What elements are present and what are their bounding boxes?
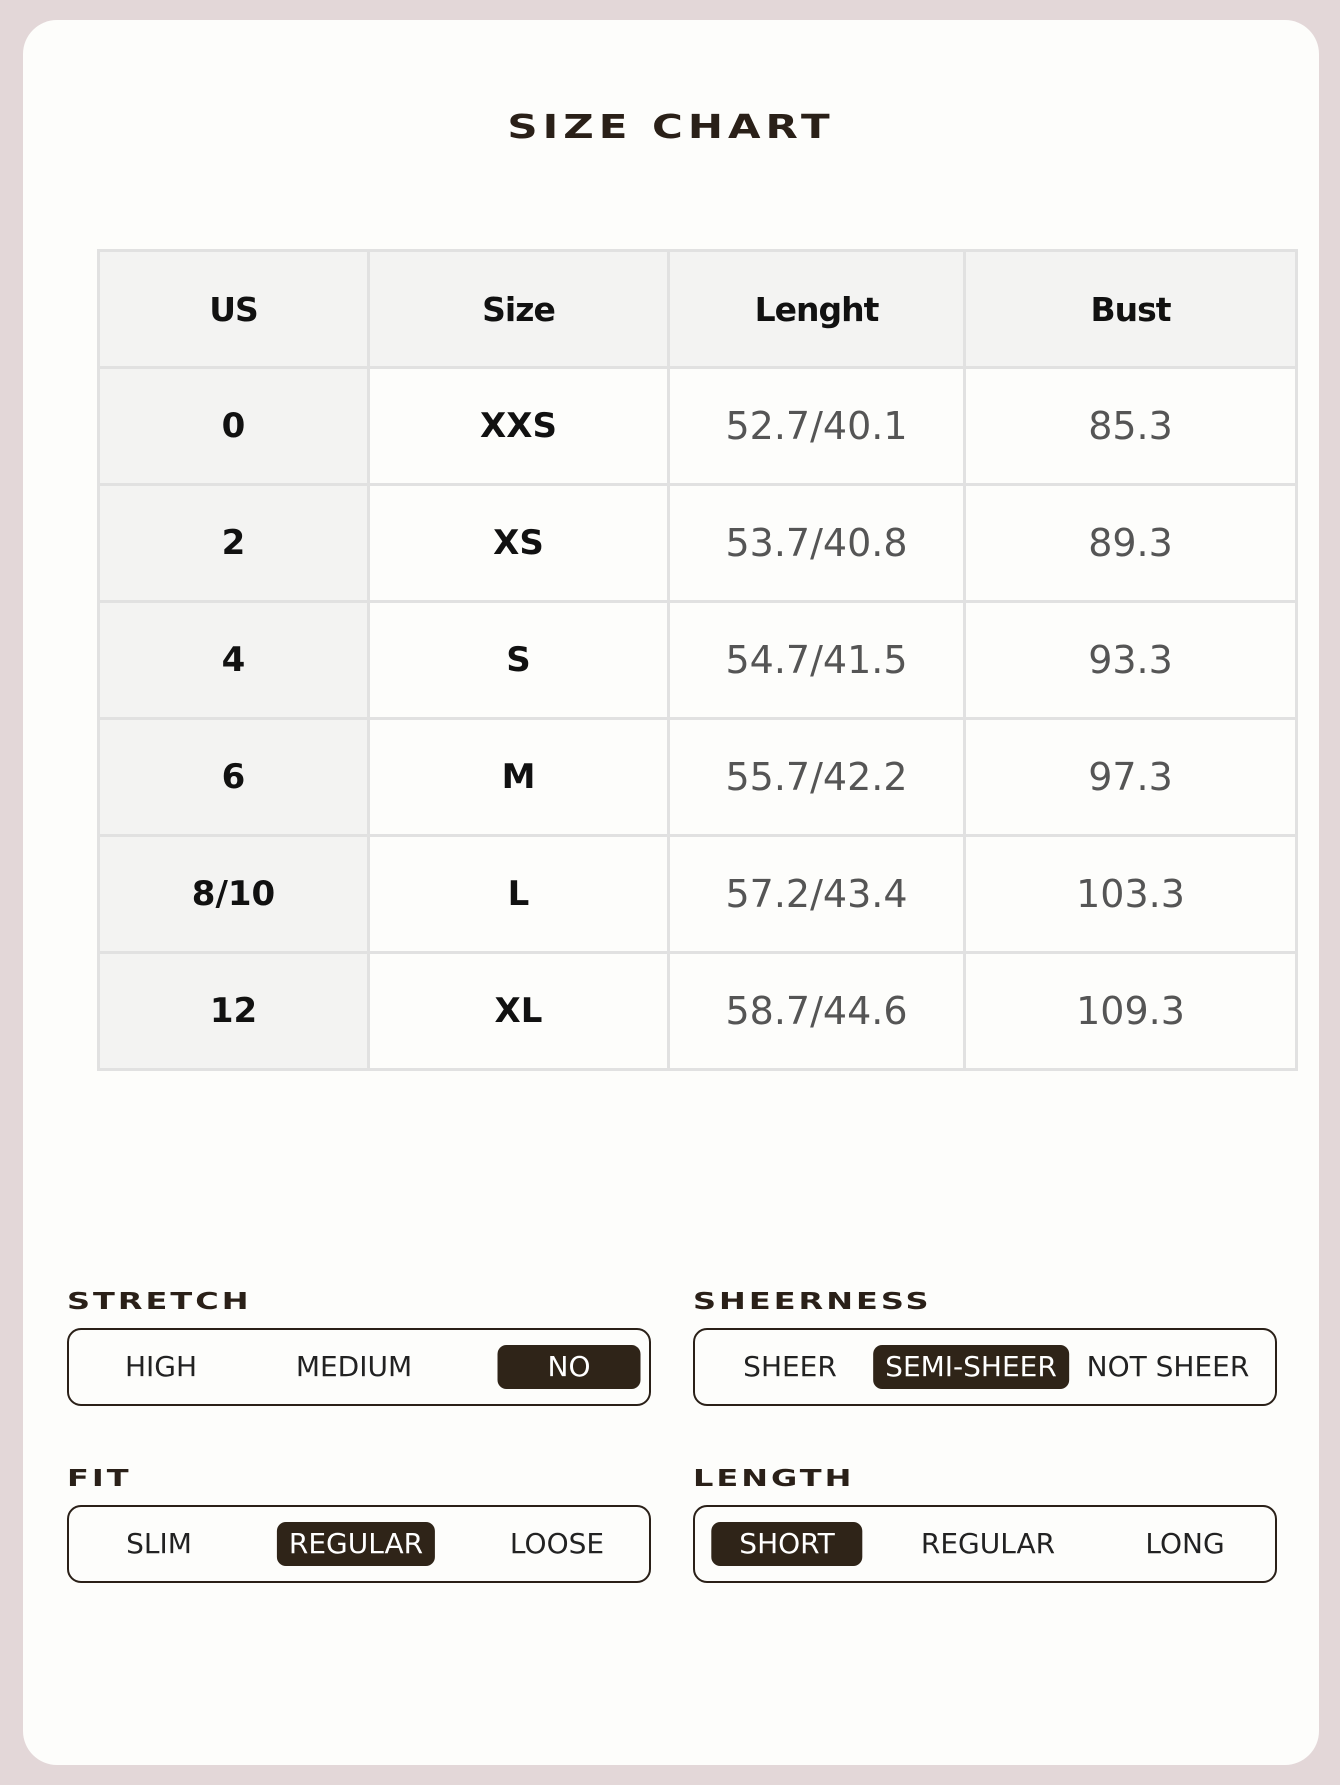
cell-us: 2 [99, 485, 369, 602]
length-option-regular[interactable]: REGULAR [920, 1527, 1056, 1560]
cell-length: 52.7/40.1 [669, 368, 965, 485]
cell-length: 54.7/41.5 [669, 602, 965, 719]
stretch-scale [67, 1328, 651, 1406]
stretch-option-no[interactable]: NO [498, 1345, 641, 1389]
table-row [99, 953, 1297, 1070]
fit-option-loose[interactable]: LOOSE [509, 1527, 605, 1560]
cell-bust: 89.3 [965, 485, 1297, 602]
length-option-long[interactable]: LONG [1145, 1527, 1225, 1560]
cell-length: 53.7/40.8 [669, 485, 965, 602]
header-us: US [99, 251, 369, 368]
cell-bust: 109.3 [965, 953, 1297, 1070]
table-row [99, 602, 1297, 719]
table-row [99, 368, 1297, 485]
cell-bust: 85.3 [965, 368, 1297, 485]
size-chart-card [23, 20, 1319, 1765]
cell-size: S [369, 602, 669, 719]
stretch-label: STRETCH [67, 1287, 252, 1315]
cell-size: L [369, 836, 669, 953]
stretch-option-high[interactable]: HIGH [124, 1350, 198, 1383]
cell-size: XXS [369, 368, 669, 485]
sheerness-option-semi-sheer[interactable]: SEMI-SHEER [873, 1345, 1069, 1389]
cell-bust: 103.3 [965, 836, 1297, 953]
cell-us: 8/10 [99, 836, 369, 953]
sheerness-option-sheer[interactable]: SHEER [743, 1350, 837, 1383]
fit-scale [67, 1505, 651, 1583]
cell-us: 0 [99, 368, 369, 485]
table-row [99, 836, 1297, 953]
cell-size: M [369, 719, 669, 836]
cell-us: 4 [99, 602, 369, 719]
table-header-row [99, 251, 1297, 368]
length-scale [693, 1505, 1277, 1583]
fit-option-slim[interactable]: SLIM [126, 1527, 192, 1560]
page-title: SIZE CHART [507, 107, 835, 146]
stretch-option-medium[interactable]: MEDIUM [295, 1350, 413, 1383]
size-table [97, 249, 1298, 1071]
sheerness-label: SHEERNESS [693, 1287, 932, 1315]
header-size: Size [369, 251, 669, 368]
cell-bust: 97.3 [965, 719, 1297, 836]
length-option-short[interactable]: SHORT [711, 1522, 862, 1566]
cell-us: 6 [99, 719, 369, 836]
cell-size: XS [369, 485, 669, 602]
fit-label: FIT [67, 1464, 132, 1492]
cell-bust: 93.3 [965, 602, 1297, 719]
sheerness-scale [693, 1328, 1277, 1406]
table-row [99, 485, 1297, 602]
cell-length: 57.2/43.4 [669, 836, 965, 953]
cell-length: 58.7/44.6 [669, 953, 965, 1070]
cell-us: 12 [99, 953, 369, 1070]
cell-length: 55.7/42.2 [669, 719, 965, 836]
fit-option-regular[interactable]: REGULAR [277, 1522, 435, 1566]
header-bust: Bust [965, 251, 1297, 368]
cell-size: XL [369, 953, 669, 1070]
table-row [99, 719, 1297, 836]
length-label: LENGTH [693, 1464, 855, 1492]
sheerness-option-not-sheer[interactable]: NOT SHEER [1086, 1350, 1250, 1383]
header-length: Lenght [669, 251, 965, 368]
